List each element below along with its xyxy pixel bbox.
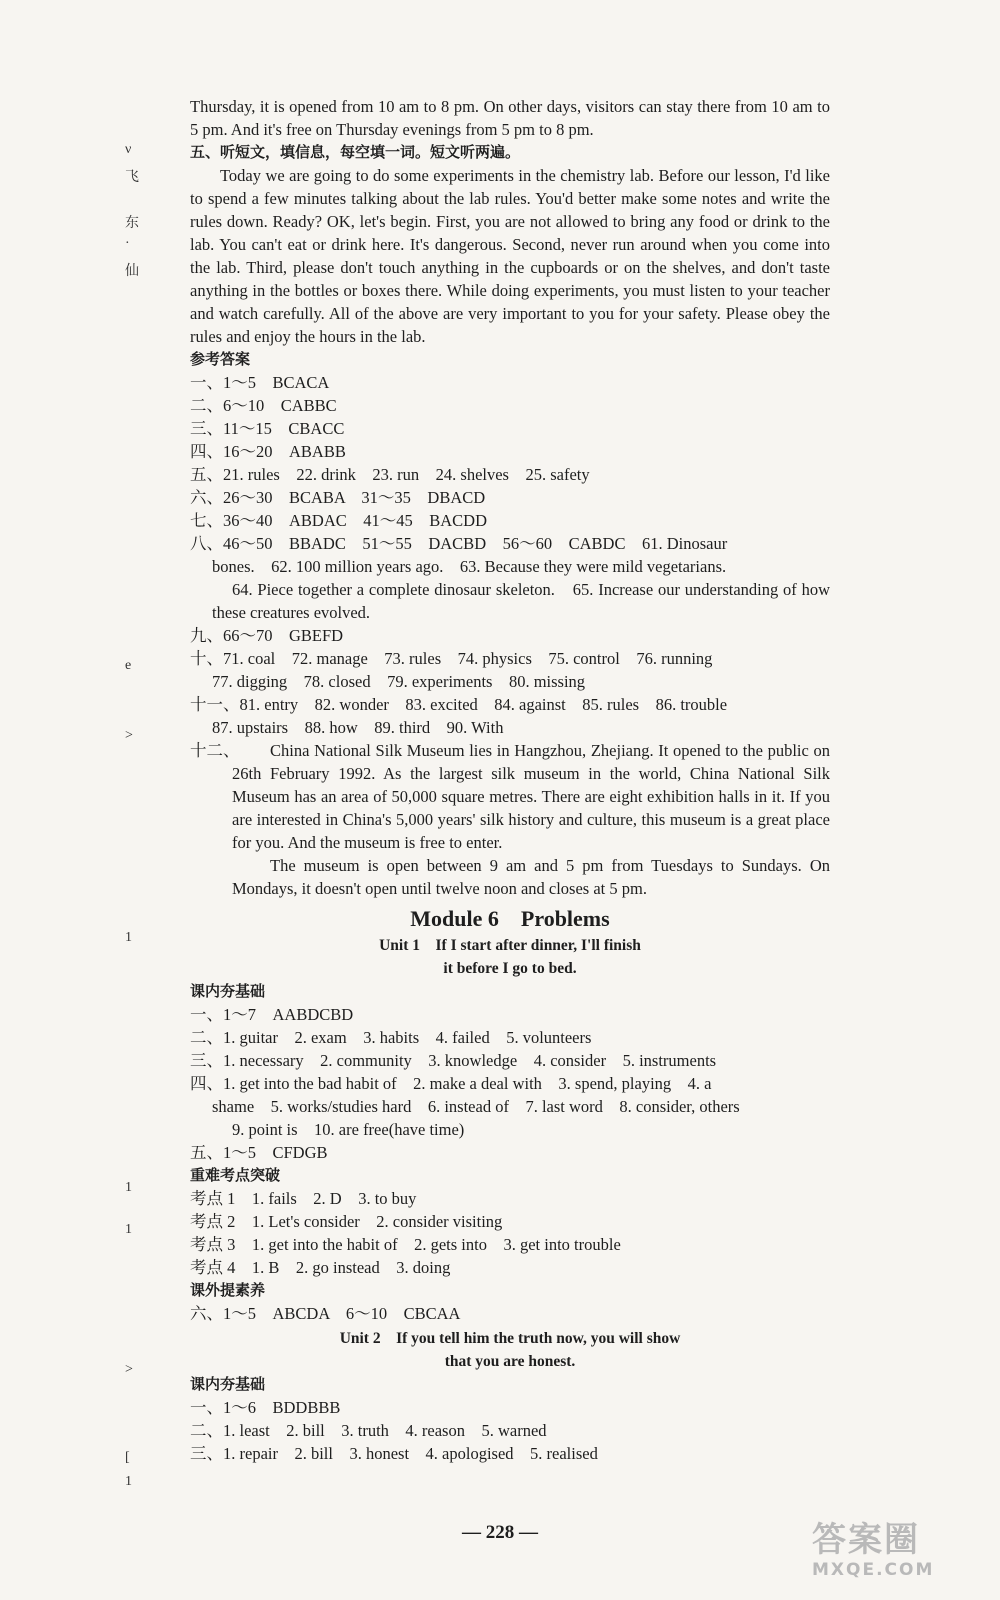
unit-title-continued: it before I go to bed. bbox=[443, 960, 577, 977]
answer-row: 八、46～50 BBADC 51～55 DACBD 56～60 CABDC 61. Dinosaur bbox=[190, 534, 728, 553]
answer-row: 二、6～10 CABBC bbox=[190, 396, 337, 415]
answer-row: 一、1～7 AABDCBD bbox=[190, 1005, 354, 1024]
margin-mark: 飞 bbox=[125, 170, 139, 185]
section-heading: 课内夯基础 bbox=[190, 1375, 266, 1393]
key-point-row: 考点 4 1. B 2. go instead 3. doing bbox=[190, 1258, 451, 1277]
margin-mark: 1 bbox=[125, 930, 132, 945]
answer-row-continued: 64. Piece together a complete dinosaur skeleton. 65. Increase our understanding of how these creatures evolved. bbox=[212, 580, 830, 622]
answer-row: 三、11～15 CBACC bbox=[190, 419, 345, 438]
module-title: Module 6 Problems bbox=[410, 906, 610, 931]
key-point-row: 考点 3 1. get into the habit of 2. gets into 3. get into trouble bbox=[190, 1235, 621, 1254]
answer-row: 十、71. coal 72. manage 73. rules 74. physics 75. control 76. running bbox=[190, 649, 713, 668]
margin-mark: > bbox=[125, 1362, 133, 1377]
writing-answer bbox=[190, 739, 830, 900]
margin-mark: · bbox=[125, 236, 130, 251]
answer-row: 六、26～30 BCABA 31～35 DBACD bbox=[190, 488, 486, 507]
writing-paragraph: China National Silk Museum lies in Hangzhou, Zhejiang. It opened to the public on 26th February 1992. As the largest silk museum in the world, China National Silk Museum has an area of 50,000 square metres. There are eight exhibition halls in it. If you are interested in China's 5,000 years' silk history and culture, this museum is a great place for you. And the museum is free to enter. bbox=[232, 741, 830, 852]
answer-row: 二、1. guitar 2. exam 3. habits 4. failed 5. volunteers bbox=[190, 1028, 592, 1047]
watermark-logo bbox=[812, 1520, 972, 1582]
watermark-text: 答案圈 bbox=[812, 1520, 920, 1560]
answer-row: 九、66～70 GBEFD bbox=[190, 626, 344, 645]
margin-mark: 1 bbox=[125, 1222, 132, 1237]
answer-row-continued: 9. point is 10. are free(have time) bbox=[232, 1120, 465, 1139]
answer-row: 三、1. repair 2. bill 3. honest 4. apologised 5. realised bbox=[190, 1444, 598, 1463]
answer-row-continued: 77. digging 78. closed 79. experiments 80. missing bbox=[212, 672, 586, 691]
answer-row-continued: bones. 62. 100 million years ago. 63. Because they were mild vegetarians. bbox=[212, 557, 727, 576]
key-point-row: 考点 1 1. fails 2. D 3. to buy bbox=[190, 1189, 417, 1208]
answer-row: 三、1. necessary 2. community 3. knowledge 4. consider 5. instruments bbox=[190, 1051, 717, 1070]
writing-paragraph: The museum is open between 9 am and 5 pm from Tuesdays to Sundays. On Mondays, it doesn't open until twelve noon and closes at 5 pm. bbox=[232, 856, 830, 898]
watermark-url: MXQE.COM bbox=[812, 1560, 935, 1580]
margin-mark: 东 bbox=[125, 216, 139, 231]
listening-passage: Today we are going to do some experiments in the chemistry lab. Before our lesson, I'd like to spend a few minutes talking about the lab rules. You'd better make some notes and write the rules down. Ready? OK, let's begin. First, you are not allowed to bring any food or drink to the lab. You can't eat or drink here. It's dangerous. Second, never run around when you come into the lab. Third, please don't touch anything in the cupboards or on the shelves, and don't taste anything in the bottles or boxes there. While doing experiments, you must listen to your teacher and watch carefully. All of the above are very important to you for your safety. Please obey the rules and enjoy the hours in the lab. bbox=[190, 166, 830, 346]
page-content bbox=[190, 95, 830, 1465]
answer-row: 二、1. least 2. bill 3. truth 4. reason 5. warned bbox=[190, 1421, 547, 1440]
margin-mark: 1 bbox=[125, 1474, 132, 1489]
listening-text-continued: Thursday, it is opened from 10 am to 8 pm. On other days, visitors can stay there from 10 am to 5 pm. And it's free on Thursday evenings from 5 pm to 8 pm. bbox=[190, 97, 830, 139]
page-number: — 228 — bbox=[462, 1522, 538, 1543]
margin-mark: ν bbox=[125, 142, 132, 157]
answer-row: 一、1～6 BDDBBB bbox=[190, 1398, 341, 1417]
unit-title: Unit 1 If I start after dinner, I'll finish bbox=[379, 937, 641, 954]
answer-row: 一、1～5 BCACA bbox=[190, 373, 330, 392]
answer-row: 十一、81. entry 82. wonder 83. excited 84. against 85. rules 86. trouble bbox=[190, 695, 728, 714]
unit-title-continued: that you are honest. bbox=[444, 1353, 576, 1370]
margin-mark: [ bbox=[125, 1450, 130, 1465]
section-heading: 课外提素养 bbox=[190, 1281, 266, 1299]
margin-mark: 1 bbox=[125, 1180, 132, 1195]
answer-row: 七、36～40 ABDAC 41～45 BACDD bbox=[190, 511, 488, 530]
unit-title: Unit 2 If you tell him the truth now, you will show bbox=[339, 1330, 681, 1347]
answer-row: 六、1～5 ABCDA 6～10 CBCAA bbox=[190, 1304, 461, 1323]
section-heading: 课内夯基础 bbox=[190, 982, 266, 1000]
margin-mark: e bbox=[125, 658, 132, 673]
answer-row: 五、21. rules 22. drink 23. run 24. shelves 25. safety bbox=[190, 465, 590, 484]
answer-label: 十二、 bbox=[190, 741, 240, 760]
answer-row-continued: 87. upstairs 88. how 89. third 90. With bbox=[212, 718, 504, 737]
answer-row: 四、1. get into the bad habit of 2. make a deal with 3. spend, playing 4. a bbox=[190, 1074, 712, 1093]
answer-row: 五、1～5 CFDGB bbox=[190, 1143, 328, 1162]
margin-mark: > bbox=[125, 728, 133, 743]
answer-row: 四、16～20 ABABB bbox=[190, 442, 346, 461]
answer-row-continued: shame 5. works/studies hard 6. instead of 7. last word 8. consider, others bbox=[212, 1097, 740, 1116]
key-point-row: 考点 2 1. Let's consider 2. consider visiting bbox=[190, 1212, 503, 1231]
margin-mark: 仙 bbox=[125, 264, 139, 279]
section-heading: 五、听短文，填信息，每空填一词。短文听两遍。 bbox=[190, 143, 521, 161]
answers-heading: 参考答案 bbox=[190, 350, 251, 368]
section-heading: 重难考点突破 bbox=[190, 1166, 281, 1184]
